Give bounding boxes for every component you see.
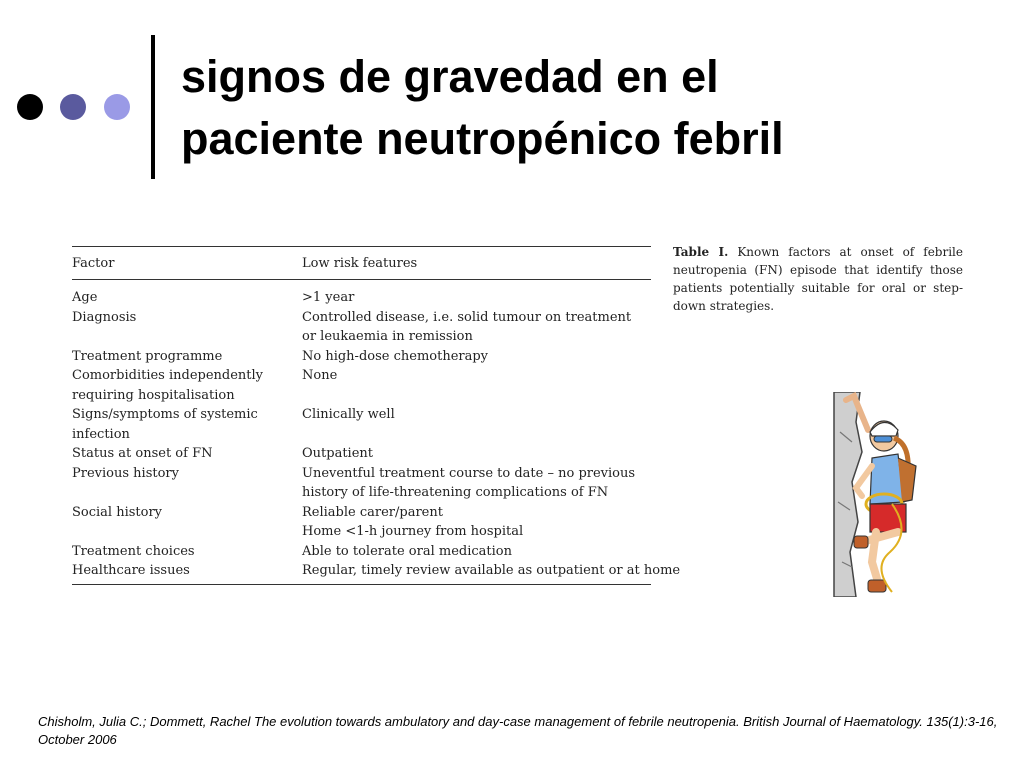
slide-title bbox=[181, 46, 1001, 170]
table-caption bbox=[673, 243, 963, 315]
row-4-feature-line-0: Clinically well bbox=[302, 407, 395, 422]
row-6-feature-line-1: history of life-threatening complications of FN bbox=[302, 485, 609, 500]
row-2-feature-line-0: No high-dose chemotherapy bbox=[302, 348, 489, 364]
row-3-factor-line-1: requiring hospitalisation bbox=[72, 387, 235, 403]
row-2-factor-line-0: Treatment programme bbox=[72, 348, 223, 364]
row-5-factor-line-0: Status at onset of FN bbox=[72, 446, 213, 461]
row-6-feature-line-0: Uneventful treatment course to date – no previous bbox=[302, 465, 636, 481]
header-factor: Factor bbox=[72, 256, 115, 271]
row-7-factor-line-0: Social history bbox=[72, 504, 163, 520]
header-low-risk-features: Low risk features bbox=[302, 256, 418, 271]
row-3-factor-line-0: Comorbidities independently bbox=[72, 368, 264, 383]
table-bottom-rule bbox=[72, 584, 651, 585]
row-3-feature-line-0: None bbox=[302, 368, 338, 383]
caption-text: Known factors at onset of febrile neutropenia (FN) episode that identify those patients potentially suitable for oral or step-down strategies. bbox=[673, 245, 963, 313]
row-1-feature-line-0: Controlled disease, i.e. solid tumour on treatment bbox=[302, 309, 632, 325]
row-9-factor-line-0: Healthcare issues bbox=[72, 563, 190, 578]
row-7-feature-line-0: Reliable carer/parent bbox=[302, 504, 443, 520]
table-header-rule bbox=[72, 279, 651, 280]
row-1-factor-line-0: Diagnosis bbox=[72, 309, 137, 325]
bullet-dot-dark-blue bbox=[60, 94, 86, 120]
bullet-dot-light-blue bbox=[104, 94, 130, 120]
rock-climber-icon bbox=[832, 392, 924, 597]
title-line-2: paciente neutropénico febril bbox=[181, 113, 784, 164]
row-4-factor-line-1: infection bbox=[72, 426, 130, 442]
row-0-feature-line-0: >1 year bbox=[302, 290, 355, 305]
row-6-factor-line-0: Previous history bbox=[72, 465, 179, 481]
row-4-factor-line-0: Signs/symptoms of systemic bbox=[72, 407, 258, 422]
row-1-feature-line-1: or leukaemia in remission bbox=[302, 329, 473, 344]
bullet-dot-black bbox=[17, 94, 43, 120]
table-top-rule bbox=[72, 246, 651, 247]
row-9-feature-line-0: Regular, timely review available as outpatient or at home bbox=[302, 563, 681, 578]
caption-label: Table I. bbox=[673, 245, 729, 259]
title-divider bbox=[151, 35, 155, 179]
citation: Chisholm, Julia C.; Dommett, Rachel The evolution towards ambulatory and day-case management of febrile neutropenia. British Journal of Haematology. 135(1):3-16, October 2006 bbox=[38, 714, 998, 747]
row-8-feature-line-0: Able to tolerate oral medication bbox=[302, 543, 512, 559]
row-8-factor-line-0: Treatment choices bbox=[72, 543, 195, 559]
title-line-1: signos de gravedad en el bbox=[181, 51, 719, 102]
row-0-factor-line-0: Age bbox=[72, 290, 98, 305]
row-7-feature-line-1: Home <1-h journey from hospital bbox=[302, 524, 524, 539]
row-5-feature-line-0: Outpatient bbox=[302, 446, 373, 461]
